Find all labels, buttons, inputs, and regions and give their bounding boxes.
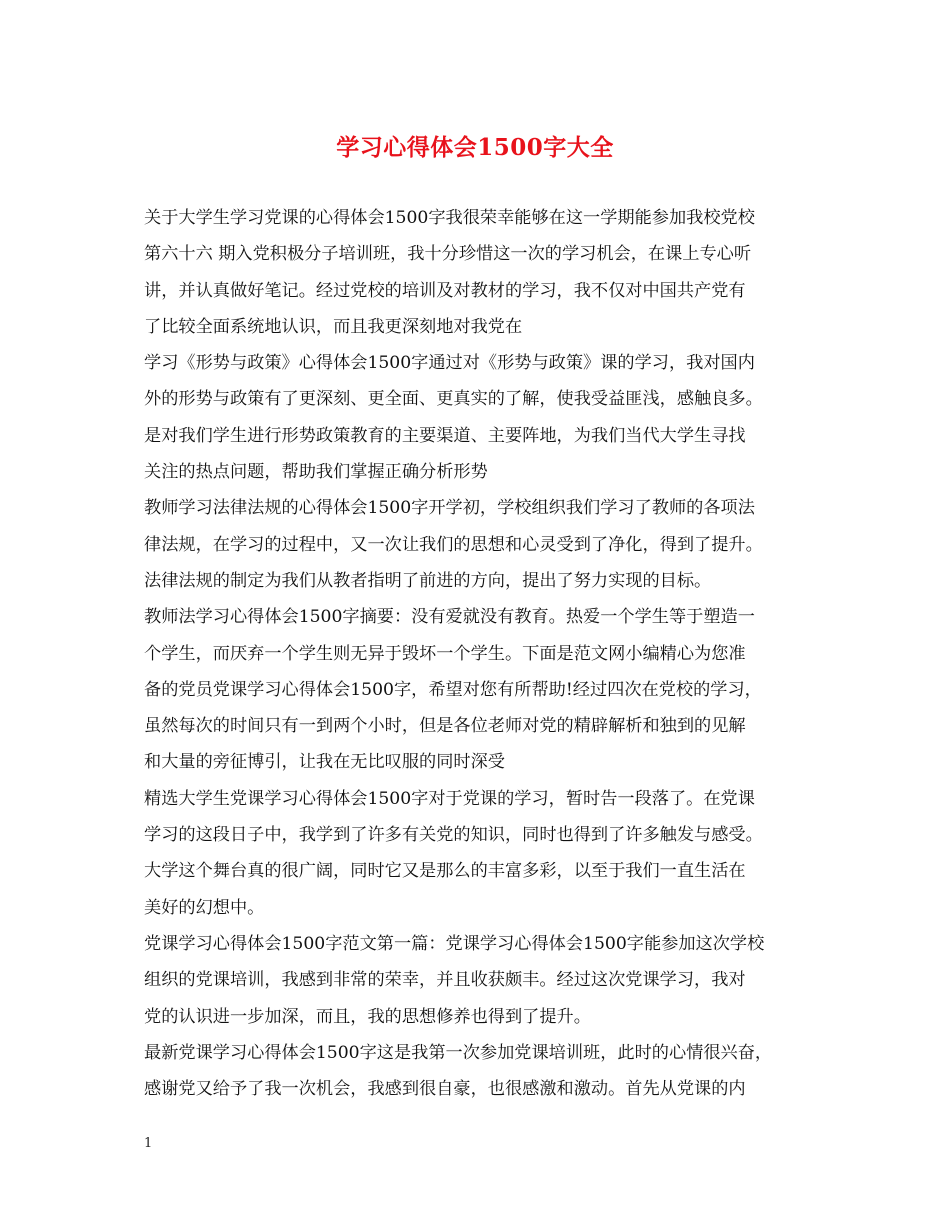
body-line: 精选大学生党课学习心得体会1500字对于党课的学习，暂时告一段落了。在党课 xyxy=(144,788,755,809)
body-line: 美好的幻想中。 xyxy=(144,897,265,918)
body-line: 学习《形势与政策》心得体会1500字通过对《形势与政策》课的学习，我对国内 xyxy=(144,353,755,374)
document-body xyxy=(144,200,816,1107)
body-line: 律法规，在学习的过程中，又一次让我们的思想和心灵受到了净化，得到了提升。 xyxy=(144,534,763,555)
body-line: 党课学习心得体会1500字范文第一篇：党课学习心得体会1500字能参加这次学校 xyxy=(144,933,765,954)
body-line: 组织的党课培训，我感到非常的荣幸，并且收获颇丰。经过这次党课学习，我对 xyxy=(144,970,746,991)
body-line: 党的认识进一步加深，而且，我的思想修养也得到了提升。 xyxy=(144,1006,591,1027)
body-line: 讲，并认真做好笔记。经过党校的培训及对教材的学习，我不仅对中国共产党有 xyxy=(144,280,746,301)
body-line: 最新党课学习心得体会1500字这是我第一次参加党课培训班，此时的心情很兴奋， xyxy=(144,1042,773,1063)
body-line: 关注的热点问题，帮助我们掌握正确分析形势 xyxy=(144,462,488,483)
page-number: 1 xyxy=(144,1136,153,1151)
body-line: 法律法规的制定为我们从教者指明了前进的方向，提出了努力实现的目标。 xyxy=(144,570,712,591)
body-line: 学习的这段日子中，我学到了许多有关党的知识，同时也得到了许多触发与感受。 xyxy=(144,825,763,846)
body-line: 教师学习法律法规的心得体会1500字开学初，学校组织我们学习了教师的各项法 xyxy=(144,498,755,519)
body-line: 虽然每次的时间只有一到两个小时，但是各位老师对党的精辟解析和独到的见解 xyxy=(144,716,746,737)
body-line: 关于大学生学习党课的心得体会1500字我很荣幸能够在这一学期能参加我校党校 xyxy=(144,208,755,228)
body-line: 第六十六 期入党积极分子培训班，我十分珍惜这一次的学习机会，在课上专心听 xyxy=(144,244,752,265)
body-line: 备的党员党课学习心得体会1500字，希望对您有所帮助!经过四次在党校的学习， xyxy=(144,679,762,700)
body-line: 感谢党又给予了我一次机会，我感到很自豪，也很感激和激动。首先从党课的内 xyxy=(144,1079,746,1100)
body-line: 外的形势与政策有了更深刻、更全面、更真实的了解，使我受益匪浅，感触良多。 xyxy=(144,389,763,410)
body-line: 了比较全面系统地认识，而且我更深刻地对我党在 xyxy=(144,316,523,337)
body-line: 教师法学习心得体会1500字摘要：没有爱就没有教育。热爱一个学生等于塑造一 xyxy=(144,607,755,628)
document-title: 学习心得体会1500字大全 xyxy=(336,134,614,161)
body-line: 大学这个舞台真的很广阔，同时它又是那么的丰富多彩，以至于我们一直生活在 xyxy=(144,861,746,882)
body-line: 和大量的旁征博引，让我在无比叹服的同时深受 xyxy=(144,752,505,773)
body-line: 是对我们学生进行形势政策教育的主要渠道、主要阵地，为我们当代大学生寻找 xyxy=(144,425,746,446)
body-line: 个学生，而厌弃一个学生则无异于毁坏一个学生。下面是范文网小编精心为您准 xyxy=(144,643,746,664)
